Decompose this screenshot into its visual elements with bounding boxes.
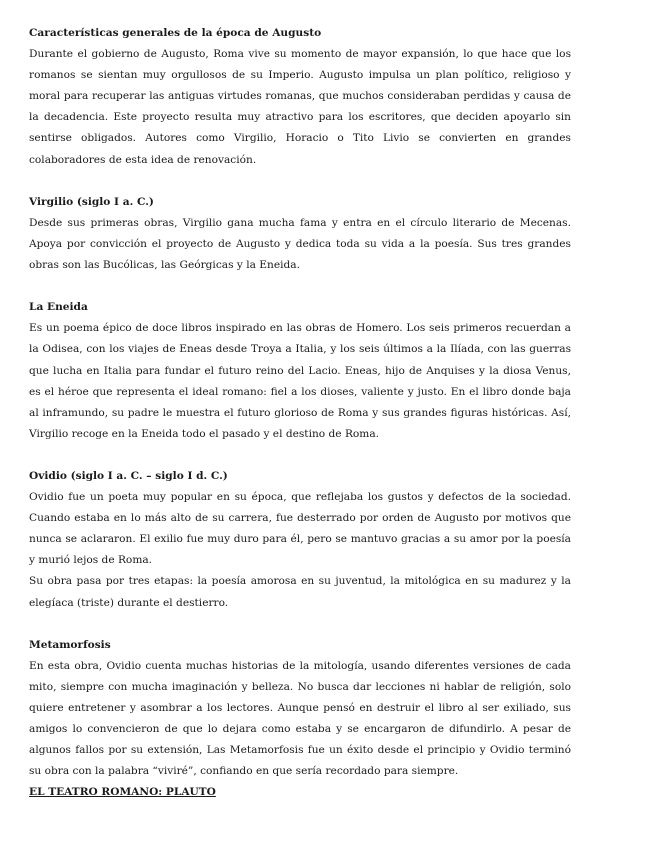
section-heading: Ovidio (siglo I a. C. – siglo I d. C.) xyxy=(29,469,228,482)
section-heading: Virgilio (siglo I a. C.) xyxy=(29,195,154,208)
paragraph: Ovidio fue un poeta muy popular en su época, que reflejaba los gustos y defectos de la sociedad. Cuando estaba en lo más alto de su carrera, fue desterrado por orden de Augusto por motivos que nunca se aclararon. El exilio fue muy duro para él, pero se mantuvo gracias a su amor por la poesía y murió lejos de Roma. xyxy=(29,491,571,567)
section-ovidio xyxy=(29,466,571,614)
paragraph: En esta obra, Ovidio cuenta muchas historias de la mitología, usando diferentes versiones de cada mito, siempre con mucha imaginación y belleza. No busca dar lecciones ni hablar de religión, solo quiere entretener y asombrar a los lectores. Aunque pensó en destruir el libro al ser exiliado, sus amigos lo convencieron de que lo dejara como estaba y se encargaron de difundirlo. A pesar de algunos fallos por su extensión, Las Metamorfosis fue un éxito desde el principio y Ovidio terminó su obra con la palabra “viviré”, confiando en que sería recordado para siempre. xyxy=(29,659,571,778)
paragraph: Desde sus primeras obras, Virgilio gana mucha fama y entra en el círculo literario de Mecenas. Apoya por convicción el proyecto de Augusto y dedica toda su vida a la poesía. Sus tres grandes obras son las Bucólicas, las Geórgicas y la Eneida. xyxy=(29,216,571,272)
section-metamorfosis xyxy=(29,635,571,783)
paragraph: Durante el gobierno de Augusto, Roma vive su momento de mayor expansión, lo que hace que los romanos se sientan muy orgullosos de su Imperio. Augusto impulsa un plan político, religioso y moral para recuperar las antiguas virtudes romanas, que muchos consideraban perdidas y causa de la decadencia. Este proyecto resulta muy atractivo para los escritores, que deciden apoyarlo sin sentirse obligados. Autores como Virgilio, Horacio o Tito Livio se convierten en grandes colaboradores de esta idea de renovación. xyxy=(29,48,571,166)
paragraph: Es un poema épico de doce libros inspirado en las obras de Homero. Los seis primeros recuerdan a la Odisea, con los viajes de Eneas desde Troya a Italia, y los seis últimos a la Ilíada, con las guerras que lucha en Italia para fundar el futuro reino del Lacio. Eneas, hijo de Anquises y la diosa Venus, es el héroe que representa el ideal romano: fiel a los dioses, valiente y justo. En el libro donde baja al inframundo, su padre le muestra el futuro glorioso de Roma y sus grandes figuras históricas. Así, Virgilio recoge en la Eneida todo el pasado y el destino de Roma. xyxy=(29,322,571,440)
section-augusto xyxy=(29,23,571,171)
section-heading: Características generales de la época de Augusto xyxy=(29,27,322,39)
chapter-heading: EL TEATRO ROMANO: PLAUTO xyxy=(29,786,216,799)
section-eneida xyxy=(29,297,571,445)
document-page xyxy=(29,23,571,803)
paragraph: Su obra pasa por tres etapas: la poesía amorosa en su juventud, la mitológica en su madurez y la elegíaca (triste) durante el destierro. xyxy=(29,575,571,609)
section-virgilio xyxy=(29,192,571,276)
section-heading: La Eneida xyxy=(29,301,88,314)
section-heading: Metamorfosis xyxy=(29,638,111,651)
